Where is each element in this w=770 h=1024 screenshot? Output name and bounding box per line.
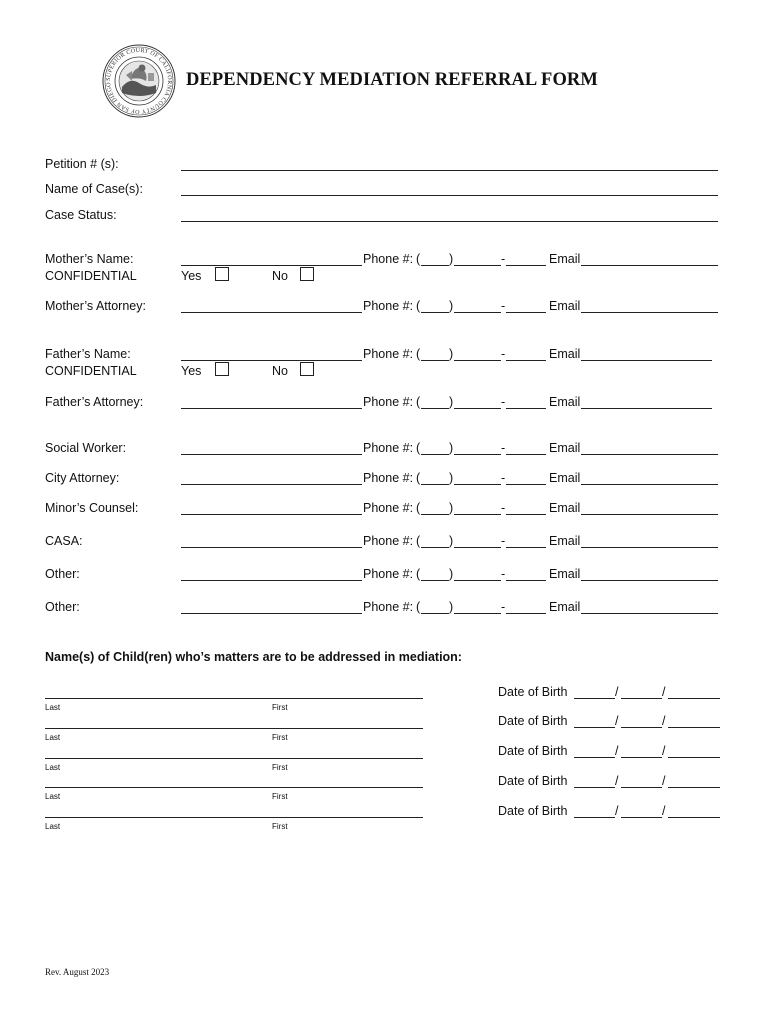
social-worker-phone-dash: - — [501, 441, 506, 455]
revision-note: Rev. August 2023 — [45, 967, 110, 977]
casa-label: CASA: — [45, 534, 83, 548]
child-5-dob-label: Date of Birth — [498, 804, 568, 818]
social-worker-email-label: Email — [549, 441, 581, 455]
father-name-confidential-yes-checkbox[interactable] — [215, 362, 229, 376]
minors-counsel-phone-label: Phone #: — [363, 501, 414, 515]
other-1-phone-suffix-field[interactable] — [506, 580, 546, 581]
mother-attorney-label: Mother’s Attorney: — [45, 299, 146, 313]
father-name-yes-label: Yes — [181, 364, 202, 378]
father-attorney-name-field[interactable] — [181, 408, 362, 409]
father-name-phone-prefix-field[interactable] — [454, 360, 501, 361]
social-worker-phone-label: Phone #: — [363, 441, 414, 455]
child-2-dob-day-field[interactable] — [621, 727, 662, 728]
father-name-no-label: No — [272, 364, 288, 378]
case-status-field[interactable] — [181, 221, 718, 222]
minors-counsel-phone-suffix-field[interactable] — [506, 514, 546, 515]
father-name-confidential-label: CONFIDENTIAL — [45, 364, 137, 378]
city-attorney-email-field[interactable] — [581, 484, 718, 485]
other-2-area-code-field[interactable] — [421, 613, 449, 614]
mother-attorney-phone-prefix-field[interactable] — [454, 312, 501, 313]
casa-phone-paren-close: ) — [449, 534, 454, 548]
father-attorney-label: Father’s Attorney: — [45, 395, 144, 409]
child-5-dob-year-field[interactable] — [668, 817, 720, 818]
child-5-dob-day-field[interactable] — [621, 817, 662, 818]
case-name-field[interactable] — [181, 195, 718, 196]
father-name-phone-dash: - — [501, 347, 506, 361]
father-name-email-label: Email — [549, 347, 581, 361]
mother-name-email-label: Email — [549, 252, 581, 266]
other-1-phone-dash: - — [501, 567, 506, 581]
child-3-name-field[interactable] — [45, 758, 423, 759]
casa-area-code-field[interactable] — [421, 547, 449, 548]
city-attorney-phone-suffix-field[interactable] — [506, 484, 546, 485]
city-attorney-phone-paren-close: ) — [449, 471, 454, 485]
mother-attorney-phone-paren-open: ( — [416, 299, 421, 313]
social-worker-phone-paren-open: ( — [416, 441, 421, 455]
casa-email-label: Email — [549, 534, 581, 548]
other-2-email-field[interactable] — [581, 613, 718, 614]
mother-name-area-code-field[interactable] — [421, 265, 449, 266]
social-worker-area-code-field[interactable] — [421, 454, 449, 455]
mother-name-phone-paren-close: ) — [449, 252, 454, 266]
other-2-phone-paren-open: ( — [416, 600, 421, 614]
mother-name-email-field[interactable] — [581, 265, 718, 266]
social-worker-label: Social Worker: — [45, 441, 127, 455]
mother-attorney-phone-dash: - — [501, 299, 506, 313]
minors-counsel-phone-paren-open: ( — [416, 501, 421, 515]
casa-phone-dash: - — [501, 534, 506, 548]
child-4-dob-day-field[interactable] — [621, 787, 662, 788]
city-attorney-phone-paren-open: ( — [416, 471, 421, 485]
mother-name-yes-label: Yes — [181, 269, 202, 283]
mother-name-confidential-no-checkbox[interactable] — [300, 267, 314, 281]
child-5-dob-month-field[interactable] — [574, 817, 615, 818]
other-1-email-label: Email — [549, 567, 581, 581]
father-name-phone-label: Phone #: — [363, 347, 414, 361]
case-status-label: Case Status: — [45, 208, 117, 222]
father-name-label: Father’s Name: — [45, 347, 131, 361]
casa-name-field[interactable] — [181, 547, 362, 548]
father-attorney-phone-dash: - — [501, 395, 506, 409]
petition-label: Petition # (s): — [45, 157, 119, 171]
mother-name-no-label: No — [272, 269, 288, 283]
other-2-phone-suffix-field[interactable] — [506, 613, 546, 614]
city-attorney-name-field[interactable] — [181, 484, 362, 485]
other-2-phone-label: Phone #: — [363, 600, 414, 614]
child-2-dob-slash-1: / — [615, 714, 619, 728]
minors-counsel-area-code-field[interactable] — [421, 514, 449, 515]
mother-name-phone-paren-open: ( — [416, 252, 421, 266]
child-3-dob-month-field[interactable] — [574, 757, 615, 758]
child-3-dob-slash-1: / — [615, 744, 619, 758]
child-4-dob-month-field[interactable] — [574, 787, 615, 788]
social-worker-phone-paren-close: ) — [449, 441, 454, 455]
casa-phone-label: Phone #: — [363, 534, 414, 548]
child-1-first-label: First — [272, 703, 288, 712]
child-1-dob-day-field[interactable] — [621, 698, 662, 699]
child-4-dob-slash-2: / — [662, 774, 666, 788]
child-2-dob-slash-2: / — [662, 714, 666, 728]
child-4-dob-year-field[interactable] — [668, 787, 720, 788]
social-worker-email-field[interactable] — [581, 454, 718, 455]
mother-name-confidential-label: CONFIDENTIAL — [45, 269, 137, 283]
child-1-last-label: Last — [45, 703, 61, 712]
child-2-first-label: First — [272, 733, 288, 742]
mother-attorney-email-label: Email — [549, 299, 581, 313]
other-1-email-field[interactable] — [581, 580, 718, 581]
father-name-phone-paren-close: ) — [449, 347, 454, 361]
form-title: DEPENDENCY MEDIATION REFERRAL FORM — [186, 70, 598, 90]
child-5-dob-slash-1: / — [615, 804, 619, 818]
petition-field[interactable] — [181, 170, 718, 171]
mother-attorney-email-field[interactable] — [581, 312, 718, 313]
child-1-dob-slash-2: / — [662, 685, 666, 699]
child-3-dob-slash-2: / — [662, 744, 666, 758]
city-attorney-area-code-field[interactable] — [421, 484, 449, 485]
casa-phone-prefix-field[interactable] — [454, 547, 501, 548]
child-5-last-label: Last — [45, 822, 61, 831]
casa-phone-paren-open: ( — [416, 534, 421, 548]
city-attorney-phone-prefix-field[interactable] — [454, 484, 501, 485]
other-2-email-label: Email — [549, 600, 581, 614]
other-2-phone-dash: - — [501, 600, 506, 614]
social-worker-phone-suffix-field[interactable] — [506, 454, 546, 455]
mother-attorney-phone-paren-close: ) — [449, 299, 454, 313]
child-2-name-field[interactable] — [45, 728, 423, 729]
father-attorney-phone-prefix-field[interactable] — [454, 408, 501, 409]
other-1-name-field[interactable] — [181, 580, 362, 581]
social-worker-name-field[interactable] — [181, 454, 362, 455]
city-attorney-email-label: Email — [549, 471, 581, 485]
mother-name-phone-prefix-field[interactable] — [454, 265, 501, 266]
minors-counsel-phone-prefix-field[interactable] — [454, 514, 501, 515]
minors-counsel-phone-dash: - — [501, 501, 506, 515]
child-3-dob-label: Date of Birth — [498, 744, 568, 758]
child-3-dob-day-field[interactable] — [621, 757, 662, 758]
father-attorney-phone-suffix-field[interactable] — [506, 408, 546, 409]
child-3-first-label: First — [272, 763, 288, 772]
father-name-email-field[interactable] — [581, 360, 712, 361]
father-name-phone-suffix-field[interactable] — [506, 360, 546, 361]
mother-attorney-area-code-field[interactable] — [421, 312, 449, 313]
child-2-dob-month-field[interactable] — [574, 727, 615, 728]
child-1-dob-month-field[interactable] — [574, 698, 615, 699]
court-seal — [102, 43, 176, 119]
city-attorney-label: City Attorney: — [45, 471, 120, 485]
father-attorney-phone-label: Phone #: — [363, 395, 414, 409]
child-1-dob-slash-1: / — [615, 685, 619, 699]
child-4-last-label: Last — [45, 792, 61, 801]
mother-name-phone-dash: - — [501, 252, 506, 266]
child-1-name-field[interactable] — [45, 698, 423, 699]
child-4-first-label: First — [272, 792, 288, 801]
casa-email-field[interactable] — [581, 547, 718, 548]
child-1-dob-label: Date of Birth — [498, 685, 568, 699]
city-attorney-phone-dash: - — [501, 471, 506, 485]
father-name-confidential-no-checkbox[interactable] — [300, 362, 314, 376]
casa-phone-suffix-field[interactable] — [506, 547, 546, 548]
other-1-phone-prefix-field[interactable] — [454, 580, 501, 581]
mother-name-phone-label: Phone #: — [363, 252, 414, 266]
minors-counsel-email-label: Email — [549, 501, 581, 515]
mother-attorney-phone-label: Phone #: — [363, 299, 414, 313]
father-attorney-phone-paren-open: ( — [416, 395, 421, 409]
other-1-phone-paren-open: ( — [416, 567, 421, 581]
mother-name-phone-suffix-field[interactable] — [506, 265, 546, 266]
child-2-dob-label: Date of Birth — [498, 714, 568, 728]
minors-counsel-name-field[interactable] — [181, 514, 362, 515]
children-heading: Name(s) of Child(ren) who’s matters are to be addressed in mediation: — [45, 650, 462, 664]
mother-attorney-phone-suffix-field[interactable] — [506, 312, 546, 313]
child-5-dob-slash-2: / — [662, 804, 666, 818]
child-4-dob-label: Date of Birth — [498, 774, 568, 788]
other-1-area-code-field[interactable] — [421, 580, 449, 581]
father-name-area-code-field[interactable] — [421, 360, 449, 361]
child-5-first-label: First — [272, 822, 288, 831]
child-2-last-label: Last — [45, 733, 61, 742]
seal-lettering: SUPERIOR COURT OF CALIFORNIA COUNTY OF SAN DIEGO — [105, 47, 173, 115]
other-2-phone-paren-close: ) — [449, 600, 454, 614]
other-1-label: Other: — [45, 567, 80, 581]
other-2-label: Other: — [45, 600, 80, 614]
case-name-label: Name of Case(s): — [45, 182, 143, 196]
child-3-last-label: Last — [45, 763, 61, 772]
child-3-dob-year-field[interactable] — [668, 757, 720, 758]
father-name-name-field[interactable] — [181, 360, 362, 361]
child-5-name-field[interactable] — [45, 817, 423, 818]
minors-counsel-phone-paren-close: ) — [449, 501, 454, 515]
father-attorney-email-field[interactable] — [581, 408, 712, 409]
father-attorney-area-code-field[interactable] — [421, 408, 449, 409]
mother-attorney-name-field[interactable] — [181, 312, 362, 313]
city-attorney-phone-label: Phone #: — [363, 471, 414, 485]
child-2-dob-year-field[interactable] — [668, 727, 720, 728]
father-name-phone-paren-open: ( — [416, 347, 421, 361]
other-2-phone-prefix-field[interactable] — [454, 613, 501, 614]
social-worker-phone-prefix-field[interactable] — [454, 454, 501, 455]
minors-counsel-email-field[interactable] — [581, 514, 718, 515]
mother-name-name-field[interactable] — [181, 265, 362, 266]
minors-counsel-label: Minor’s Counsel: — [45, 501, 139, 515]
mother-name-confidential-yes-checkbox[interactable] — [215, 267, 229, 281]
other-1-phone-paren-close: ) — [449, 567, 454, 581]
child-4-dob-slash-1: / — [615, 774, 619, 788]
other-1-phone-label: Phone #: — [363, 567, 414, 581]
father-attorney-phone-paren-close: ) — [449, 395, 454, 409]
mother-name-label: Mother’s Name: — [45, 252, 134, 266]
child-4-name-field[interactable] — [45, 787, 423, 788]
child-1-dob-year-field[interactable] — [668, 698, 720, 699]
other-2-name-field[interactable] — [181, 613, 362, 614]
father-attorney-email-label: Email — [549, 395, 581, 409]
